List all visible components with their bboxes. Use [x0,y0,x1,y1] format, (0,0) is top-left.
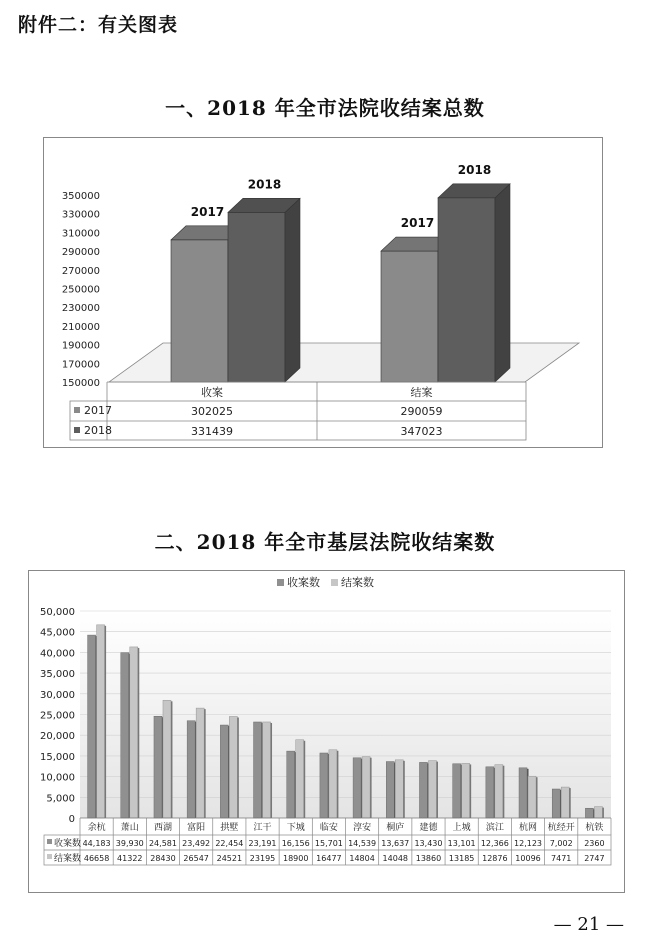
chart1-ytick-label: 250000 [61,284,100,296]
chart1-table-cell: 290059 [400,405,443,418]
chart2-ytick-label: 25,000 [40,710,75,722]
chart2-table-cell: 12876 [482,854,508,863]
chart1-ytick-label: 310000 [61,228,100,240]
chart2-svg [29,571,624,892]
chart1-data-label: 2018 [247,177,282,192]
chart2-bar [353,758,361,818]
chart2-table-cell: 12,123 [514,839,543,848]
chart2-table-cell: 14804 [349,854,375,863]
chart2-bar [254,722,262,818]
chart2-category-label: 淳安 [353,823,372,833]
chart2-legend-label: 收案数 [287,576,320,589]
chart2-category-label: 杭铁 [585,823,604,833]
chart2-category-label: 余杭 [87,823,106,833]
chart2-bar-shadow [470,764,472,818]
chart1-ytick-label: 330000 [61,209,100,221]
chart2-bar-shadow [403,761,405,818]
chart2-bar [486,767,494,818]
chart2-bar [561,787,569,818]
chart2-ytick-label: 15,000 [40,751,75,763]
chart2-table-cell: 10096 [515,854,541,863]
chart2-table-cell: 13,101 [447,839,476,848]
chart2-bar [362,757,370,818]
chart2-table-cell: 46658 [83,854,110,863]
chart2-legend-key [277,579,284,586]
chart2-bar-shadow [337,751,339,818]
chart2-heading: 二、2018 年全市基层法院收结案数 [154,530,496,554]
chart2-table-cell: 39,930 [115,839,144,848]
chart2-table-cell: 24521 [216,854,243,863]
chart2-category-label: 上城 [452,823,471,833]
chart2-ytick-label: 30,000 [40,689,75,701]
chart2-table-cell: 7,002 [549,839,573,848]
chart2-table-cell: 12,366 [480,839,509,848]
chart1-legend-key [74,407,80,413]
chart1-svg [44,138,602,447]
chart2-category-label: 西湖 [153,823,172,833]
chart1-bar-side [495,184,510,382]
chart2-table-legend-key [47,839,52,844]
chart2-ytick-label: 20,000 [40,731,75,743]
chart2-bar-shadow [436,762,438,818]
chart2-bar [552,789,560,818]
chart2-table-cell: 18900 [282,854,309,863]
chart2-category-label: 桐庐 [386,823,405,833]
chart2-bar-shadow [105,626,107,818]
chart1-data-label: 2017 [400,216,435,231]
chart2-bar-shadow [171,701,173,818]
chart2-category-label: 萧山 [120,823,139,833]
attachment-title: 附件二：有关图表 [18,14,179,36]
chart2-table-cell: 14,539 [348,839,377,848]
chart2-table-row-label: 结案数 [54,854,82,864]
chart2-bar [196,708,204,818]
chart2-table-cell: 15,701 [314,839,343,848]
chart2-bar-shadow [304,741,306,818]
chart2-table-cell: 24,581 [148,839,177,848]
chart2-table-cell: 13185 [448,854,475,863]
chart2-bar [88,635,96,818]
chart1-table-border [70,401,526,440]
chart2-bar-shadow [370,758,372,818]
chart2-table-cell: 13,637 [381,839,410,848]
chart2-table-cell: 23,191 [248,839,277,848]
chart1-bar-side [285,198,300,382]
chart2-category-label: 滨江 [485,823,504,833]
chart2-bar-shadow [536,777,538,818]
chart2-ytick-label: 40,000 [40,648,75,660]
chart2-ytick-label: 5,000 [46,793,75,805]
chart2-bar [320,753,328,818]
chart2-bar [154,716,162,818]
chart1-table-row-label: 2017 [84,404,112,417]
chart1-bar-front [438,198,495,382]
chart2-table-cell: 16477 [316,854,342,863]
chart2-bar [97,625,105,818]
chart1-ytick-label: 150000 [61,378,100,389]
chart2-bar [462,763,470,818]
chart2-bar-shadow [602,808,604,818]
chart1-legend-key [74,427,80,433]
chart2-table-cell: 13,430 [414,839,443,848]
chart2-bar [386,762,394,818]
chart2-bar [163,700,171,818]
chart2-category-label: 富阳 [187,823,206,833]
chart2-bar [528,776,536,818]
chart2-bar [296,740,304,818]
chart2-bar [519,768,527,818]
chart2-bar [220,725,228,818]
chart1-ytick-label: 230000 [61,303,100,315]
chart1-table-row-label: 2018 [84,424,112,437]
chart1-table-header: 结案 [410,386,433,399]
chart2-table-cell: 23,492 [182,839,211,848]
chart2-bar-shadow [503,766,505,818]
chart2-table-cell: 26547 [183,854,209,863]
chart2-legend-label: 结案数 [341,576,374,589]
chart2-container [28,570,625,893]
chart2-ytick-label: 45,000 [40,627,75,639]
chart2-category-label: 建德 [419,823,438,833]
chart2-category-label: 拱墅 [220,823,239,833]
chart2-table-cell: 2747 [584,854,605,863]
chart1-table-header: 收案 [201,386,223,399]
chart1-ytick-label: 270000 [61,265,100,277]
chart2-ytick-label: 35,000 [40,669,75,681]
page-number: — 21 — [553,914,624,935]
chart2-bar [229,716,237,818]
chart2-bar [187,721,195,818]
chart2-bar-shadow [204,709,206,818]
chart2-bar [594,807,602,818]
chart2-bar [395,760,403,818]
chart2-bar [453,764,461,818]
chart2-category-label: 江干 [253,823,272,833]
chart1-table-cell: 347023 [400,425,443,438]
chart2-ytick-label: 50,000 [40,607,75,618]
chart2-bar [130,647,138,818]
chart2-bar [495,765,503,818]
chart1-bar-front [228,212,285,382]
chart2-category-label: 杭网 [519,823,538,833]
chart2-ytick-label: 0 [68,814,75,825]
chart2-table-cell: 22,454 [215,839,244,848]
chart2-table-legend-key [47,854,52,859]
chart1-container [43,137,603,448]
chart2-bar [329,750,337,818]
chart1-data-label: 2018 [457,162,492,177]
chart1-bar-front [171,240,228,382]
chart2-bar [419,762,427,818]
chart2-bar-shadow [138,648,140,818]
chart2-legend-key [331,579,338,586]
chart2-table-cell: 28430 [150,854,176,863]
chart1-table-cell: 302025 [191,405,233,418]
chart2-category-label: 下城 [286,823,305,833]
chart1-heading: 一、2018 年全市法院收结案总数 [165,96,485,120]
chart1-ytick-label: 190000 [61,340,100,352]
chart2-bar-shadow [237,717,239,818]
chart1-data-label: 2017 [190,204,225,219]
chart2-ytick-label: 10,000 [40,772,75,784]
chart2-bar [121,653,129,818]
chart1-bar-front [381,251,438,382]
chart2-category-label: 杭经开 [547,823,575,833]
chart1-ytick-label: 350000 [61,191,100,202]
chart1-ytick-label: 170000 [61,359,100,371]
chart2-bar-shadow [271,723,273,818]
chart2-bar [263,722,271,818]
chart2-table-cell: 23195 [249,854,276,863]
chart2-table-cell: 41322 [117,854,143,863]
chart2-table-cell: 13860 [415,854,442,863]
chart2-table-cell: 14048 [382,854,409,863]
chart2-bar [287,751,295,818]
chart1-ytick-label: 290000 [61,247,100,259]
chart2-table-cell: 44,183 [82,839,111,848]
chart1-table-cell: 331439 [191,425,233,438]
chart2-table-cell: 2360 [584,839,605,848]
chart2-table-row-label: 收案数 [54,839,82,849]
chart2-bar-shadow [569,788,571,818]
chart2-table-cell: 16,156 [281,839,310,848]
chart2-bar [585,808,593,818]
chart2-category-label: 临安 [319,823,338,833]
chart2-table-cell: 7471 [551,854,572,863]
chart2-bar [428,761,436,818]
chart1-ytick-label: 210000 [61,321,100,333]
